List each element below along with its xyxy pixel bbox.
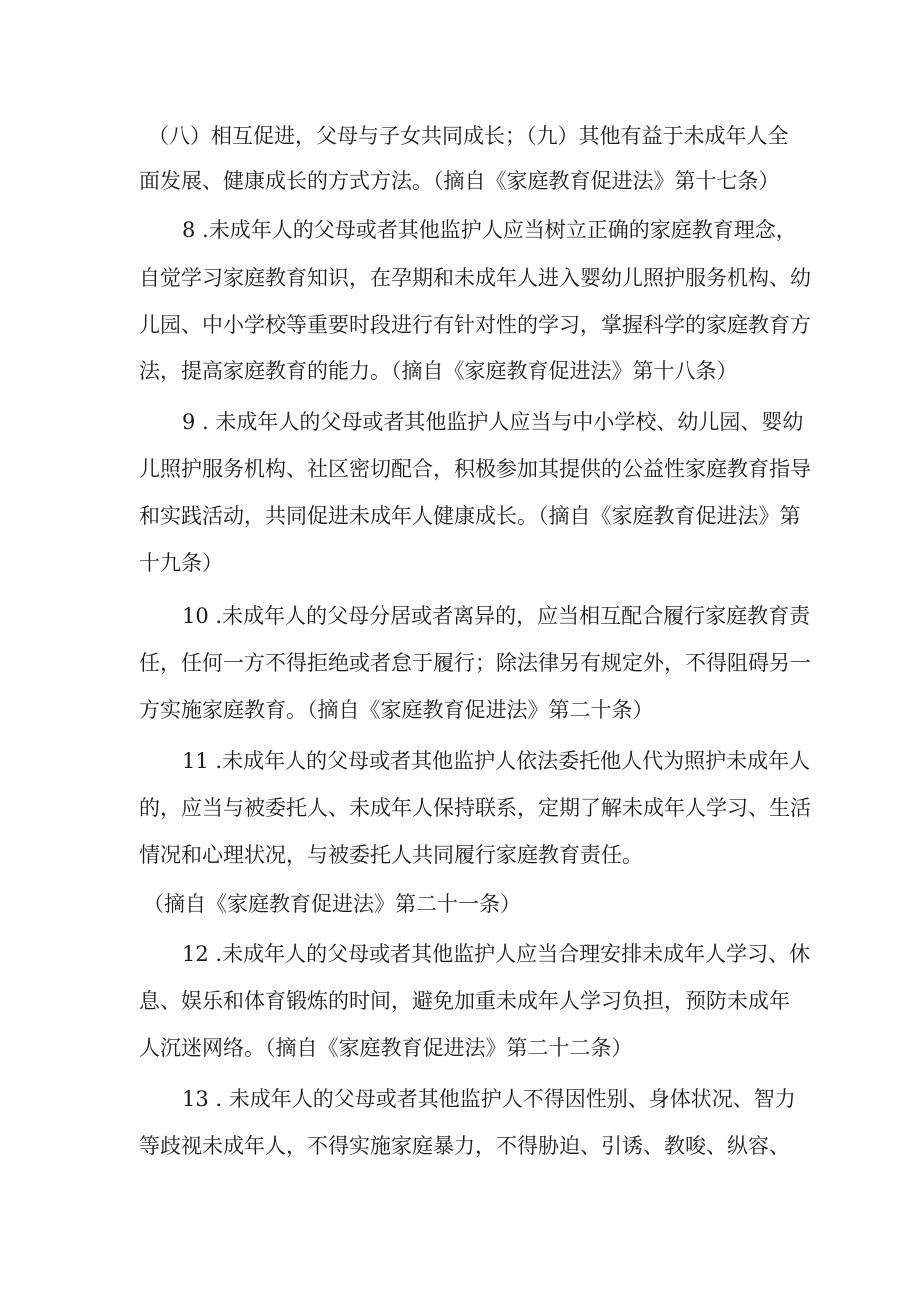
text-line: 13 . 未成年人的父母或者其他监护人不得因性别、身体状况、智力 — [182, 1087, 796, 1111]
text-line: 十九条） — [139, 551, 223, 575]
text-line: 息、娱乐和体育锻炼的时间，避免加重未成年人学习负担，预防未成年 — [139, 989, 790, 1013]
text-line: （八）相互促进，父母与子女共同成长；（九）其他有益于未成年人全 — [148, 124, 789, 148]
text-line: 儿照护服务机构、社区密切配合，积极参加其提供的公益性家庭教育指导 — [139, 457, 811, 481]
text-line: 10 .未成年人的父母分居或者离异的，应当相互配合履行家庭教育责 — [182, 604, 811, 628]
text-line: 方实施家庭教育。（摘自《家庭教育促进法》第二十条） — [139, 698, 654, 722]
text-line: 8 .未成年人的父母或者其他监护人应当树立正确的家庭教育理念， — [182, 218, 797, 242]
text-line: 儿园、中小学校等重要时段进行有针对性的学习，掌握科学的家庭教育方 — [139, 313, 811, 337]
text-line: 人沉迷网络。（摘自《家庭教育促进法》第二十二条） — [139, 1036, 633, 1060]
text-line: 自觉学习家庭教育知识，在孕期和未成年人进入婴幼儿照护服务机构、幼 — [139, 266, 811, 290]
text-line: 任，任何一方不得拒绝或者怠于履行；除法律另有规定外，不得阻碍另一 — [139, 651, 811, 675]
text-line: 的，应当与被委托人、未成年人保持联系，定期了解未成年人学习、生活 — [139, 796, 811, 820]
text-line: 11 .未成年人的父母或者其他监护人依法委托他人代为照护未成年人 — [182, 749, 811, 773]
text-line: 12 .未成年人的父母或者其他监护人应当合理安排未成年人学习、休 — [182, 942, 811, 966]
text-line: 等歧视未成年人，不得实施家庭暴力，不得胁迫、引诱、教唆、纵容、 — [139, 1134, 790, 1158]
text-line: 9 . 未成年人的父母或者其他监护人应当与中小学校、幼儿园、婴幼 — [182, 410, 804, 434]
text-line: （摘自《家庭教育促进法》第二十一条） — [143, 892, 521, 916]
text-line: 情况和心理状况，与被委托人共同履行家庭教育责任。 — [139, 843, 643, 867]
text-line: 和实践活动，共同促进未成年人健康成长。（摘自《家庭教育促进法》第 — [139, 504, 801, 528]
text-line: 法，提高家庭教育的能力。（摘自《家庭教育促进法》第十八条） — [139, 359, 738, 383]
text-line: 面发展、健康成长的方式方法。（摘自《家庭教育促进法》第十七条） — [139, 169, 780, 193]
